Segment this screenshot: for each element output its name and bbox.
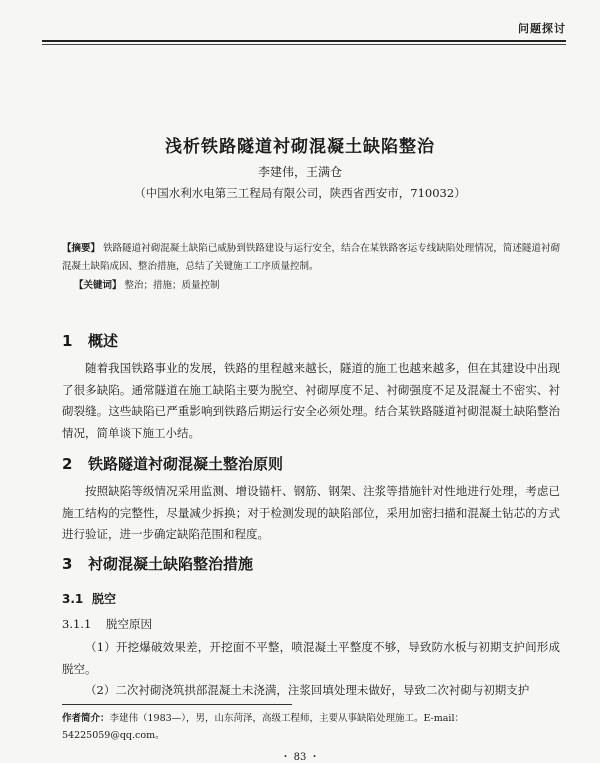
section-number: 3	[62, 555, 73, 573]
footnote-text: 李建伟（1983—），男，山东菏泽，高级工程师，主要从事缺陷处理施工。E-mail：54225059@qq.com。	[62, 713, 465, 741]
section-heading-1	[62, 330, 118, 351]
keywords-text: 整治；措施；质量控制	[124, 280, 220, 291]
section-heading-2	[62, 453, 283, 474]
cause-item-2: （2）二次衬砌浇筑拱部混凝土未浇满，注浆回填处理未做好，导致二次衬砌与初期支护	[85, 683, 530, 697]
page-number: ・ 83 ・	[280, 752, 320, 763]
section-paragraph-1: 随着我国铁路事业的发展，铁路的里程越来越长，隧道的施工也越来越多，但在其建设中出现了很多缺陷。通常隧道在施工缺陷主要为脱空、衬砌厚度不足、衬砌强度不足及混凝土不密实、衬砌裂缝。这些缺陷已严重影响到铁路后期运行安全必须处理。结合某铁路隧道衬砌混凝土缺陷整治情况，简单谈下施工小结。	[62, 361, 560, 440]
subsection-number: 3.1	[62, 592, 84, 606]
paper-affiliation: （中国水利水电第三工程局有限公司，陕西省西安市，710032）	[134, 186, 466, 200]
section-paragraph-2: 按照缺陷等级情况采用监测、增设锚杆、钢筋、钢架、注浆等措施针对性地进行处理，考虑已施工结构的完整性，尽量减少拆换；对于检测发现的缺陷部位，采用加密扫描和混凝土钻芯的方式进行验证，进一步确定缺陷范围和程度。	[62, 484, 560, 541]
subsubsection-title: 脱空原因	[106, 617, 152, 631]
section-title: 概述	[88, 332, 119, 350]
section-title: 铁路隧道衬砌混凝土整治原则	[88, 455, 284, 473]
author-footnote	[62, 710, 560, 744]
keywords	[74, 277, 560, 291]
abstract	[62, 240, 560, 276]
section-tag: 问题探讨	[518, 22, 566, 35]
cause-item-1: （1）开挖爆破效果差，开挖面不平整，喷混凝土平整度不够，导致防水板与初期支护间形成脱空。	[62, 640, 560, 676]
paper-title: 浅析铁路隧道衬砌混凝土缺陷整治	[165, 137, 435, 157]
header-rule	[42, 40, 566, 42]
subsection-heading	[62, 590, 116, 607]
subsection-title: 脱空	[92, 592, 117, 606]
header-rule-thin	[42, 44, 566, 45]
footnote-label: 作者简介：	[62, 713, 110, 724]
section-number: 2	[62, 455, 73, 473]
keywords-label: 【关键词】	[74, 280, 122, 291]
subsubsection-heading	[62, 616, 152, 632]
section-title: 衬砌混凝土缺陷整治措施	[88, 555, 254, 573]
subsubsection-number: 3.1.1	[62, 617, 92, 631]
footnote-rule	[62, 704, 292, 705]
section-number: 1	[62, 332, 73, 350]
paper-authors: 李建伟，王满仓	[257, 165, 342, 179]
abstract-text: 铁路隧道衬砌混凝土缺陷已威胁到铁路建设与运行安全，结合在某铁路客运专线缺陷处理情况，简述隧道衬砌混凝土缺陷成因、整治措施，总结了关键施工工序质量控制。	[62, 243, 560, 272]
abstract-label: 【摘要】	[62, 243, 101, 254]
section-heading-3	[62, 553, 253, 574]
